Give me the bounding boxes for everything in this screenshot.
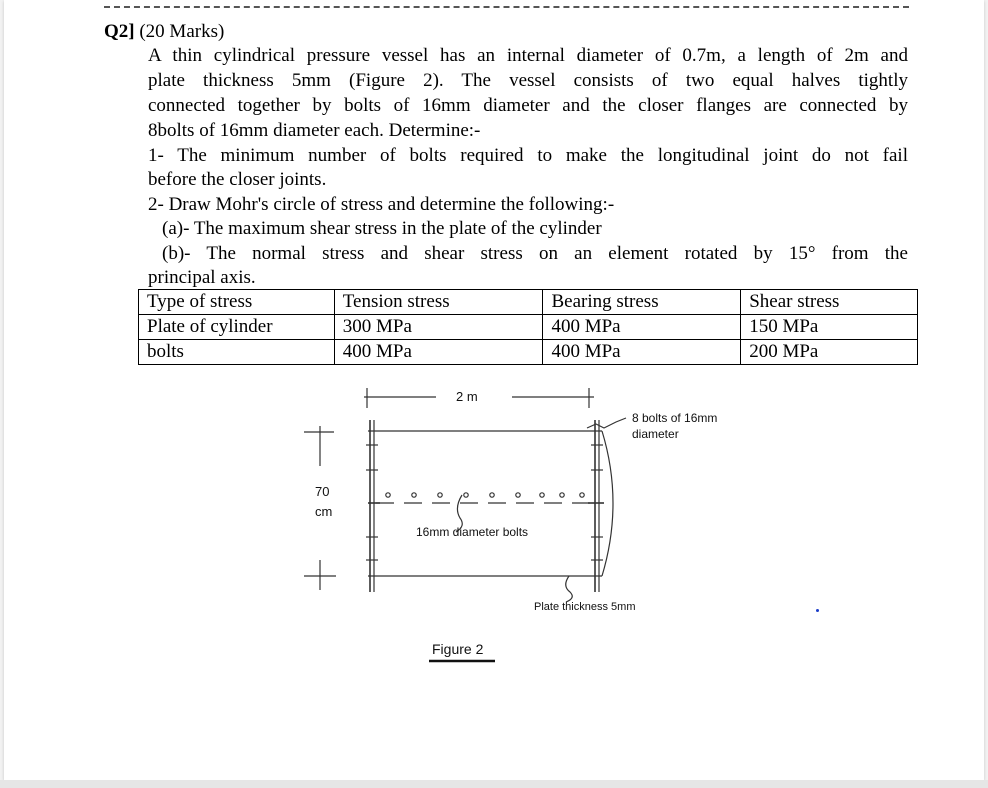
intro-line-1: A thin cylindrical pressure vessel has an internal diameter of 0.7m, a length of 2m and — [148, 45, 908, 66]
intro-line-3: connected together by bolts of 16mm diameter and the closer flanges are connected by — [148, 95, 908, 116]
length-label: 2 m — [456, 389, 478, 404]
thickness-leader — [566, 576, 573, 602]
intro-line-2: plate thickness 5mm (Figure 2). The vessel consists of two equal halves tightly — [148, 70, 908, 91]
task1-line-1: 1- The minimum number of bolts required to make the longitudinal joint do not fail — [148, 145, 908, 166]
question-marks: (20 Marks) — [139, 21, 225, 42]
table-cell: 200 MPa — [741, 340, 918, 365]
table-header-cell: Tension stress — [334, 290, 543, 315]
table-cell: 150 MPa — [741, 315, 918, 340]
figure-caption: Figure 2 — [432, 641, 484, 657]
flange-bolts-label-line-2: diameter — [632, 427, 679, 441]
task2-heading: 2- Draw Mohr's circle of stress and determine the following:- — [148, 194, 615, 215]
flange-bolt-ticks — [366, 445, 603, 560]
diameter-value: 70 — [315, 484, 330, 499]
thickness-label: Plate thickness 5mm — [534, 601, 636, 613]
document-page — [4, 0, 984, 780]
question-label: Q2] — [104, 21, 135, 42]
table-cell: 400 MPa — [543, 340, 741, 365]
diameter-unit: cm — [315, 504, 333, 519]
table-cell: Plate of cylinder — [139, 315, 335, 340]
flange-bolts-label-line-1: 8 bolts of 16mm — [632, 411, 718, 425]
table-header-cell: Bearing stress — [543, 290, 741, 315]
figure-2-drawing — [4, 0, 984, 780]
task2a-text: (a)- The maximum shear stress in the plate of the cylinder — [162, 218, 602, 239]
task1-line-2: before the closer joints. — [148, 169, 327, 190]
table-cell: 300 MPa — [334, 315, 543, 340]
flange-bolts-leader — [587, 418, 626, 428]
page-bottom-edge — [0, 780, 988, 788]
task2b-line-2: principal axis. — [148, 267, 256, 288]
table-header-cell: Type of stress — [139, 290, 335, 315]
longitudinal-bolt-holes — [386, 493, 584, 497]
intro-line-4: 8bolts of 16mm diameter each. Determine:- — [148, 120, 481, 141]
task2b-line-1: (b)- The normal stress and shear stress on an element rotated by 15° from the — [162, 243, 908, 264]
table-header-cell: Shear stress — [741, 290, 918, 315]
long-bolts-label: 16mm diameter bolts — [416, 525, 529, 539]
stray-dot-mark — [816, 609, 819, 612]
table-cell: bolts — [139, 340, 335, 365]
table-cell: 400 MPa — [543, 315, 741, 340]
table-cell: 400 MPa — [334, 340, 543, 365]
